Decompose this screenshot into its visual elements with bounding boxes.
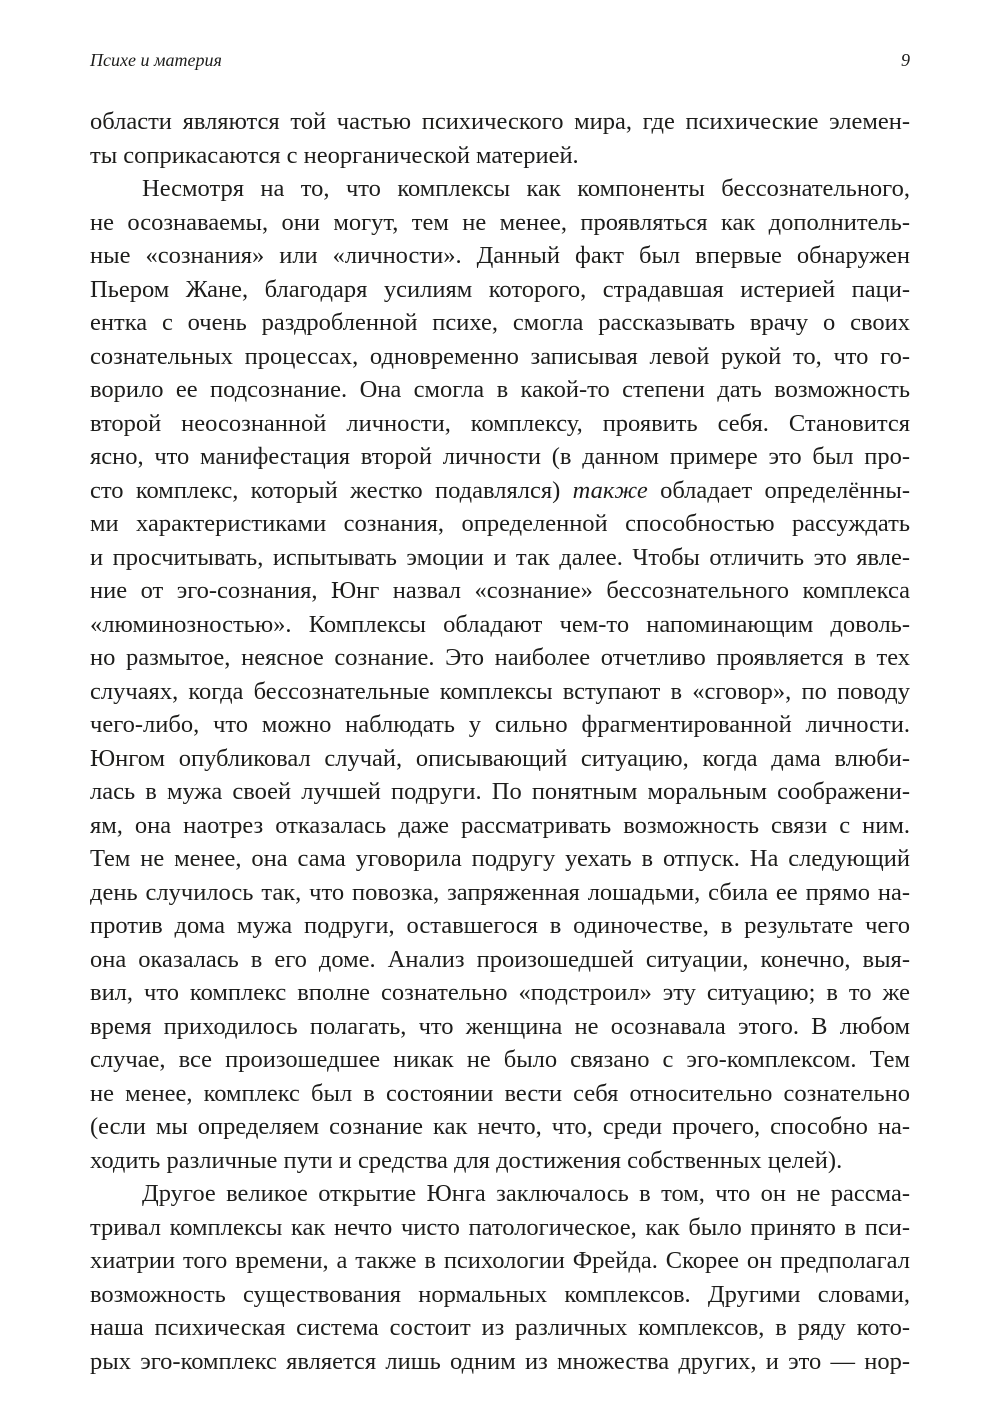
text-line: и просчитывать, испытывать эмоции и так далее. Чтобы отличить это явле- bbox=[90, 543, 910, 571]
text-line: области являются той частью психического мира, где психические элемен- bbox=[90, 108, 910, 135]
text-line: ям, она наотрез отказалась даже рассматривать возможность связи с ним. bbox=[90, 811, 910, 839]
text-line: не менее, комплекс был в состоянии вести себя относительно сознательно bbox=[90, 1079, 910, 1107]
text-line: наша психическая система состоит из различных комплексов, в ряду кото- bbox=[90, 1314, 910, 1341]
text-line: «люминозностью». Комплексы обладают чем-то напоминающим доволь- bbox=[90, 610, 910, 638]
text-line: рых эго-комплекс является лишь одним из множества других, и это — нор- bbox=[90, 1347, 910, 1375]
text-line: ворило ее подсознание. Она смогла в какой-то степени дать возможность bbox=[90, 376, 910, 403]
text-line: хиатрии того времени, а также в психологии Фрейда. Скорее он предполагал bbox=[90, 1247, 910, 1274]
text-line: ми характеристиками сознания, определенной способностью рассуждать bbox=[90, 510, 910, 537]
text-line: ентка с очень раздробленной психе, смогла рассказывать врачу о своих bbox=[90, 309, 910, 336]
text-line: возможность существования нормальных комплексов. Другими словами, bbox=[90, 1280, 910, 1308]
text-line: Пьером Жане, благодаря усилиям которого, страдавшая истерией паци- bbox=[90, 275, 910, 303]
text-line: вил, что комплекс вполне сознательно «подстроил» эту ситуацию; в то же bbox=[90, 979, 910, 1006]
text-line bbox=[90, 474, 910, 508]
text-line: чего-либо, что можно наблюдать у сильно фрагментированной личности. bbox=[90, 711, 910, 738]
text-line: ние от эго-сознания, Юнг назвал «сознание» бессознательного комплекса bbox=[90, 577, 910, 604]
text-line: ные «сознания» или «личности». Данный факт был впервые обнаружен bbox=[90, 242, 910, 269]
text-line: не осознаваемы, они могут, тем не менее, проявляться как дополнитель- bbox=[90, 208, 910, 236]
text-line: Тем не менее, она сама уговорила подругу уехать в отпуск. На следующий bbox=[90, 845, 910, 872]
text-line: время приходилось полагать, что женщина не осознавала этого. В любом bbox=[90, 1012, 910, 1040]
text-segment: обладает определённы- bbox=[647, 476, 910, 504]
text-line: ты соприкасаются с неорганической материей. bbox=[90, 141, 579, 169]
italic-emphasis: также bbox=[572, 476, 648, 504]
text-line: лась в мужа своей лучшей подруги. По понятным моральным соображени- bbox=[90, 778, 910, 805]
running-head bbox=[90, 50, 910, 76]
text-line: случае, все произошедшее никак не было связано с эго-комплексом. Тем bbox=[90, 1046, 910, 1073]
body-text bbox=[90, 105, 910, 1378]
text-line: ходить различные пути и средства для достижения собственных целей). bbox=[90, 1146, 843, 1174]
page-number: 9 bbox=[901, 50, 910, 70]
text-line: ясно, что манифестация второй личности (в данном примере это был про- bbox=[90, 443, 910, 470]
text-line: Другое великое открытие Юнга заключалось в том, что он не рассма- bbox=[142, 1180, 910, 1207]
text-line: но размытое, неясное сознание. Это наиболее отчетливо проявляется в тех bbox=[90, 644, 910, 671]
text-line: день случилось так, что повозка, запряженная лошадьми, сбила ее прямо на- bbox=[90, 878, 910, 906]
text-line: Несмотря на то, что комплексы как компоненты бессознательного, bbox=[142, 175, 910, 202]
text-segment: сто комплекс, который жестко подавлялся) bbox=[90, 476, 573, 504]
text-line: она оказалась в его доме. Анализ произошедшей ситуации, конечно, выя- bbox=[90, 945, 910, 973]
text-line: сознательных процессах, одновременно записывая левой рукой то, что го- bbox=[90, 342, 910, 370]
running-head-title: Психе и материя bbox=[90, 50, 222, 70]
text-line: тривал комплексы как нечто чисто патологическое, как было принято в пси- bbox=[90, 1213, 910, 1241]
text-line: Юнгом опубликовал случай, описывающий ситуацию, когда дама влюби- bbox=[90, 744, 910, 772]
text-line: против дома мужа подруги, оставшегося в одиночестве, в результате чего bbox=[90, 912, 910, 939]
text-line: случаях, когда бессознательные комплексы вступают в «сговор», по поводу bbox=[90, 677, 910, 705]
text-line: второй неосознанной личности, комплексу, проявить себя. Становится bbox=[90, 409, 910, 437]
text-line: (если мы определяем сознание как нечто, что, среди прочего, способно на- bbox=[90, 1113, 910, 1140]
